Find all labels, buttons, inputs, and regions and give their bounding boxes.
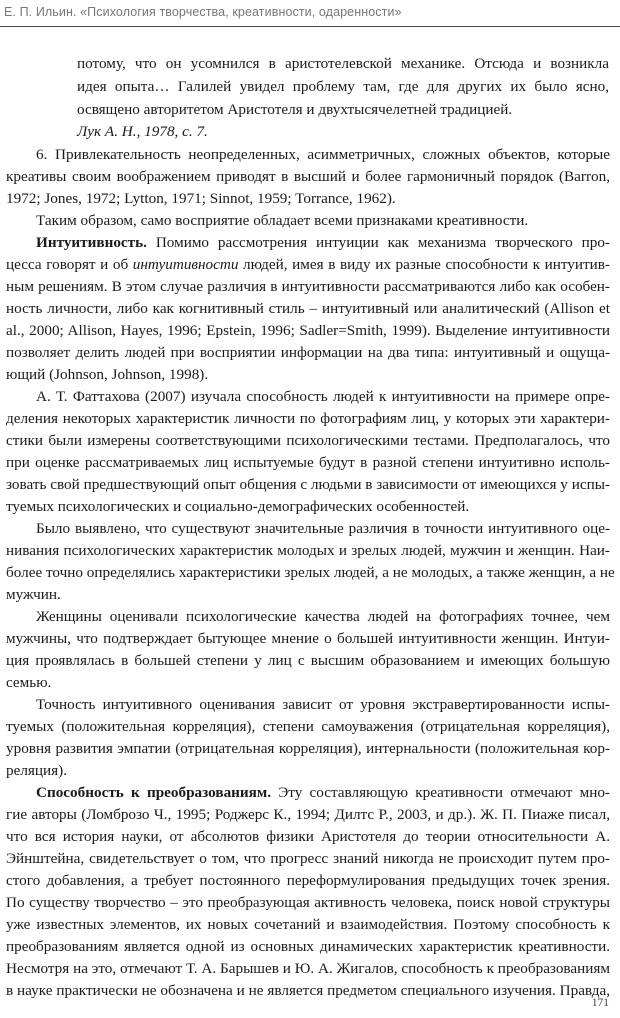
text-run: людей, имея в виду их разные способности к интуитив- — [238, 256, 610, 273]
paragraph-line: 6. Привлекательность неопределенных, асимметричных, сложных объектов, которые — [36, 146, 610, 163]
running-title: Е. П. Ильин. «Психология творчества, креативности, одаренности» — [4, 5, 402, 19]
paragraph-line: позволяет делить людей при восприятии информации на два типа: интуитивный и ощуща- — [6, 344, 610, 361]
section-heading-intuition: Интуитивность. — [36, 234, 147, 251]
quote-source: Лук А. Н., 1978, с. 7. — [77, 123, 208, 140]
paragraph-line: Эйнштейна, свидетельствует о том, что прогресс знаний никогда не происходит путем про- — [6, 850, 610, 867]
paragraph-line: стого добавления, а требует постоянного переформулирования предыдущих точек зрения. — [6, 872, 610, 889]
paragraph-line: туемых (положительная корреляция), степени самоуважения (отрицательная корреляция), — [6, 718, 610, 735]
paragraph-line: реляция). — [6, 762, 67, 779]
paragraph-line: ность личности, либо как когнитивный стиль – интуитивный или аналитический (Allison et — [6, 300, 610, 317]
paragraph-line: ющий (Johnson, Johnson, 1998). — [6, 366, 209, 383]
paragraph-line: уровня развития эмпатии (отрицательная корреляция), интернальности (положительная кор- — [6, 740, 610, 757]
paragraph-line: Точность интуитивного оценивания зависит от уровня экстравертированности испы- — [36, 696, 610, 713]
paragraph-line: Женщины оценивали психологические качества людей на фотографиях точнее, чем — [36, 608, 610, 625]
paragraph-line: нивания психологических характеристик молодых и зрелых людей, мужчин и женщин. Наи- — [6, 542, 610, 559]
paragraph-line: что вся история науки, от абсолютов физики Аристотеля до теории относительности А. — [6, 828, 610, 845]
paragraph-line: более точно определялись характеристики зрелых людей, а не молодых, а также женщин, а не — [6, 564, 615, 581]
paragraph-line: А. Т. Фаттахова (2007) изучала способность людей к интуитивности на примере опре- — [36, 388, 610, 405]
paragraph-line: туемых психологических и социально-демографических особенностей. — [6, 498, 470, 515]
paragraph-line: деления некоторых характеристик личности по фотографиям лиц, у которых эти характери- — [6, 410, 610, 427]
quote-line: идея опыта… Галилей увидел проблему там, где для других их было ясно, — [77, 78, 609, 95]
paragraph-line — [6, 254, 610, 276]
page-number: 171 — [591, 997, 609, 1009]
paragraph-line: в науке практически не обозначена и не является предметом специального изучения. Правда, — [6, 982, 610, 999]
paragraph-line: преобразованиям является одной из основных динамических характеристик креативности. — [6, 938, 610, 955]
paragraph-line — [36, 782, 610, 804]
paragraph-line: Несмотря на это, отмечают Т. А. Барышев и Ю. А. Жигалов, способность к преобразованиям — [6, 960, 610, 977]
paragraph-line: семью. — [6, 674, 52, 691]
paragraph-line: креативы своим воображением приводят в высший и более гармоничный порядок (Barron, — [6, 168, 610, 185]
paragraph-line: стики были измерены соответствующими психологическими тестами. Предполагалось, что — [6, 432, 610, 449]
paragraph-line: уже известных элементов, их новых сочетаний и взаимодействия. Поэтому способность к — [6, 916, 610, 933]
quote-line: освящено авторитетом Аристотеля и двухтысячелетней традицией. — [77, 101, 513, 118]
text-run: цесса говорят и об — [6, 256, 133, 273]
paragraph-line: гие авторы (Ломброзо Ч., 1995; Роджерс К., 1994; Дилтс Р., 2003, и др.). Ж. П. Пиаже писал, — [6, 806, 610, 823]
paragraph-line: мужчин. — [6, 586, 61, 603]
paragraph-line: Таким образом, само восприятие обладает всеми признаками креативности. — [36, 212, 529, 229]
text-run: Помимо рассмотрения интуиции как механизма творческого про- — [146, 234, 610, 251]
paragraph-line: ным решениям. В этом случае различия в интуитивности рассматриваются либо как особен- — [6, 278, 610, 295]
paragraph-line: мужчины, что подтверждает бытующее мнение о большей интуитивности женщин. Интуи- — [6, 630, 610, 647]
paragraph-line: Было выявлено, что существуют значительные различия в точности интуитивного оце- — [36, 520, 610, 537]
paragraph-line — [36, 232, 610, 254]
quote-line: потому, что он усомнился в аристотелевской механике. Отсюда и возникла — [77, 55, 609, 72]
paragraph-line: 1972; Jones, 1972; Lytton, 1971; Sinnot, 1959; Torrance, 1962). — [6, 190, 396, 207]
emphasis: интуитивности — [132, 256, 239, 273]
paragraph-line: ция проявлялась в большей степени у лиц с высшим образованием и имеющих большую — [6, 652, 610, 669]
section-heading-transformation: Способность к преобразованиям. — [36, 784, 272, 801]
paragraph-line: al., 2000; Allison, Hayes, 1996; Epstein, 1996; Sadler=Smith, 1999). Выделение интуитивности — [6, 322, 610, 339]
paragraph-line: при оценке рассматриваемых лиц испытуемые будут в разной степени интуитивно исполь- — [6, 454, 610, 471]
text-run: Эту составляющую креативности отмечают мно- — [271, 784, 610, 801]
paragraph-line: зовать свой предшествующий опыт общения с людьми в зависимости от имеющихся у испы- — [6, 476, 610, 493]
paragraph-line: По существу творчество – это преобразующая активность человека, поиск новой структуры — [6, 894, 610, 911]
